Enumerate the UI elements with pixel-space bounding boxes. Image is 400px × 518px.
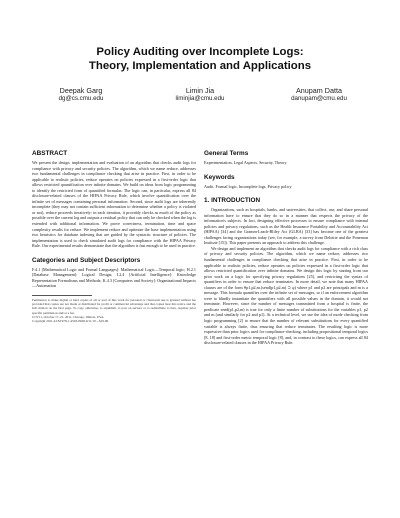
introduction-paragraph: Organizations, such as hospitals, banks, and universities, that collect, use, and share personal information have to ensure that they do so in a manner that respects the privacy of the information's subjects. In fact, designing effective processes to ensure compliance with internal policies and privacy regulations, such as the Health Insurance Portability and Accountability Act (HIPAA) [34] and the Gramm-Leach-Bliley Act (GLBA) [33] has become one of the greatest challenges facing organizations today (see, for example, a survey from Deloitte and the Ponemon Institute [15]). This paper presents an approach to address this challenge. — [204, 207, 368, 246]
copyright-line: Copyright 2011 ACM 978-1-4503-0948-6/11/10 ...$10.00. — [32, 318, 109, 323]
categories-heading: Categories and Subject Descriptors — [32, 256, 141, 264]
keywords-heading: Keywords — [204, 173, 235, 181]
author-block — [26, 86, 136, 103]
general-terms-text: Experimentation, Legal Aspects, Security, Theory — [204, 160, 287, 165]
left-column — [32, 150, 196, 323]
author-name: Limin Jia — [185, 86, 215, 95]
abstract-text: We present the design, implementation and evaluation of an algorithm that checks audit logs for compliance with privacy and security policies. The algorithm, which we name reduce, addresses two fundamental challenges in compliance checking that arise in practice. First, in order to be applicable to realistic policies, reduce operates on policies expressed in a first-order logic that allows restricted quantification over infinite domains. We build on ideas from logic programming to identify the restricted form of quantified formulas. The logic can, in particular, express all 84 disclosure-related clauses of the HIPAA Privacy Rule, which involve quantification over the infinite set of messages containing personal information. Second, since audit logs are inherently incomplete (they may not contain sufficient information to determine whether a policy is violated or not), reduce proceeds iteratively: in each iteration, it provably checks as much of the policy as possible over the current log and outputs a residual policy that can only be checked when the log is extended with additional information. We prove correctness, termination, time and space complexity results for reduce. We implement reduce and optimize the base implementation using two heuristics for database indexing that are guided by the syntactic structure of policies. The implementation is used to check simulated audit logs for compliance with the HIPAA Privacy Rule. Our experimental results demonstrate that the algorithm is fast enough to be used in practice. — [32, 160, 196, 249]
abstract-heading: ABSTRACT — [32, 150, 68, 157]
author-email[interactable]: danupam@cmu.edu — [291, 95, 347, 102]
introduction-paragraph: We design and implement an algorithm that checks audit logs for compliance with a rich class of privacy and security policies. The algorithm, which we name reduce, addresses two fundamental challenges in compliance checking that arise in practice. First, in order to be applicable to realistic policies, reduce operates on policies expressed in a first-order logic that allows restricted quantification over infinite domains. We design this logic by starting from our prior work on a logic for specifying privacy regulations [25], and restricting the syntax of quantifiers in order to ensure that reduce terminates. In more detail, we note that many HIPAA clauses are of the form ∀p1,p2,m.(send(p1,p2,m) ⊃ φ) where p1 and p2 are principals and m is a message. This formula quantifies over the infinite set of messages, so if an enforcement algorithm were to blindly instantiate the quantifiers with all possible values in the domain, it would not terminate. However, since the number of messages transmitted from a hospital is finite, the predicate send(p1,p2,m) is true for only a finite number of substitutions for the variables p1, p2 and m (and similarly for p2 and p1). At a technical level, we use the idea of mode checking from logic programming [2] to ensure that the number of relevant substitutions for every quantified variable is always finite, thus ensuring that reduce terminates. The resulting logic is more expressive than prior logics used for compliance-checking, including propositional temporal logics [8, 18] and first-order metric temporal logic [8], and, in contrast to these logics, can express all 84 disclosure-related clauses in the HIPAA Privacy Rule. — [204, 245, 368, 346]
footnote-divider — [32, 295, 92, 296]
keywords-text: Audit, Formal logic, Incomplete logs, Privacy policy — [204, 183, 292, 189]
paper-title — [20, 46, 380, 73]
introduction-heading: 1. INTRODUCTION — [204, 197, 261, 205]
author-name: Deepak Garg — [59, 86, 103, 95]
author-email[interactable]: dg@cs.cmu.edu — [58, 95, 104, 102]
venue-line: CCS'11, October 17–21, 2011, Chicago, Illinois, USA. — [32, 314, 105, 319]
author-block — [145, 86, 255, 103]
author-email[interactable]: liminjia@cmu.edu — [175, 95, 225, 102]
permission-notice: Permission to make digital or hard copies of all or part of this work for personal or classroom use is granted without fee provided that copies are not made or distributed for profit or commercial advantage and that copies bear this notice and the full citation on the first page. To copy otherwise, to republish, to post on servers or to redistribute to lists, requires prior specific permission and/or a fee. — [32, 297, 196, 315]
title-line-1: Policy Auditing over Incomplete Logs: — [96, 46, 304, 58]
categories-text: F.4.1 [Mathematical Logic and Formal Languages]: Mathematical Logic—Temporal logic; H.2.1 [Database Management]: Logical Design; I.2.4 [Artificial Intelligence]: Knowledge Representation Formalisms and Methods; K.4.3 [Computers and Society]: Organizational Impacts—Automation — [32, 266, 196, 289]
general-terms-heading: General Terms — [204, 150, 249, 157]
title-line-2: Theory, Implementation and Applications — [88, 59, 312, 72]
author-name: Anupam Datta — [296, 86, 342, 95]
right-column — [204, 150, 368, 346]
author-block — [264, 86, 374, 103]
